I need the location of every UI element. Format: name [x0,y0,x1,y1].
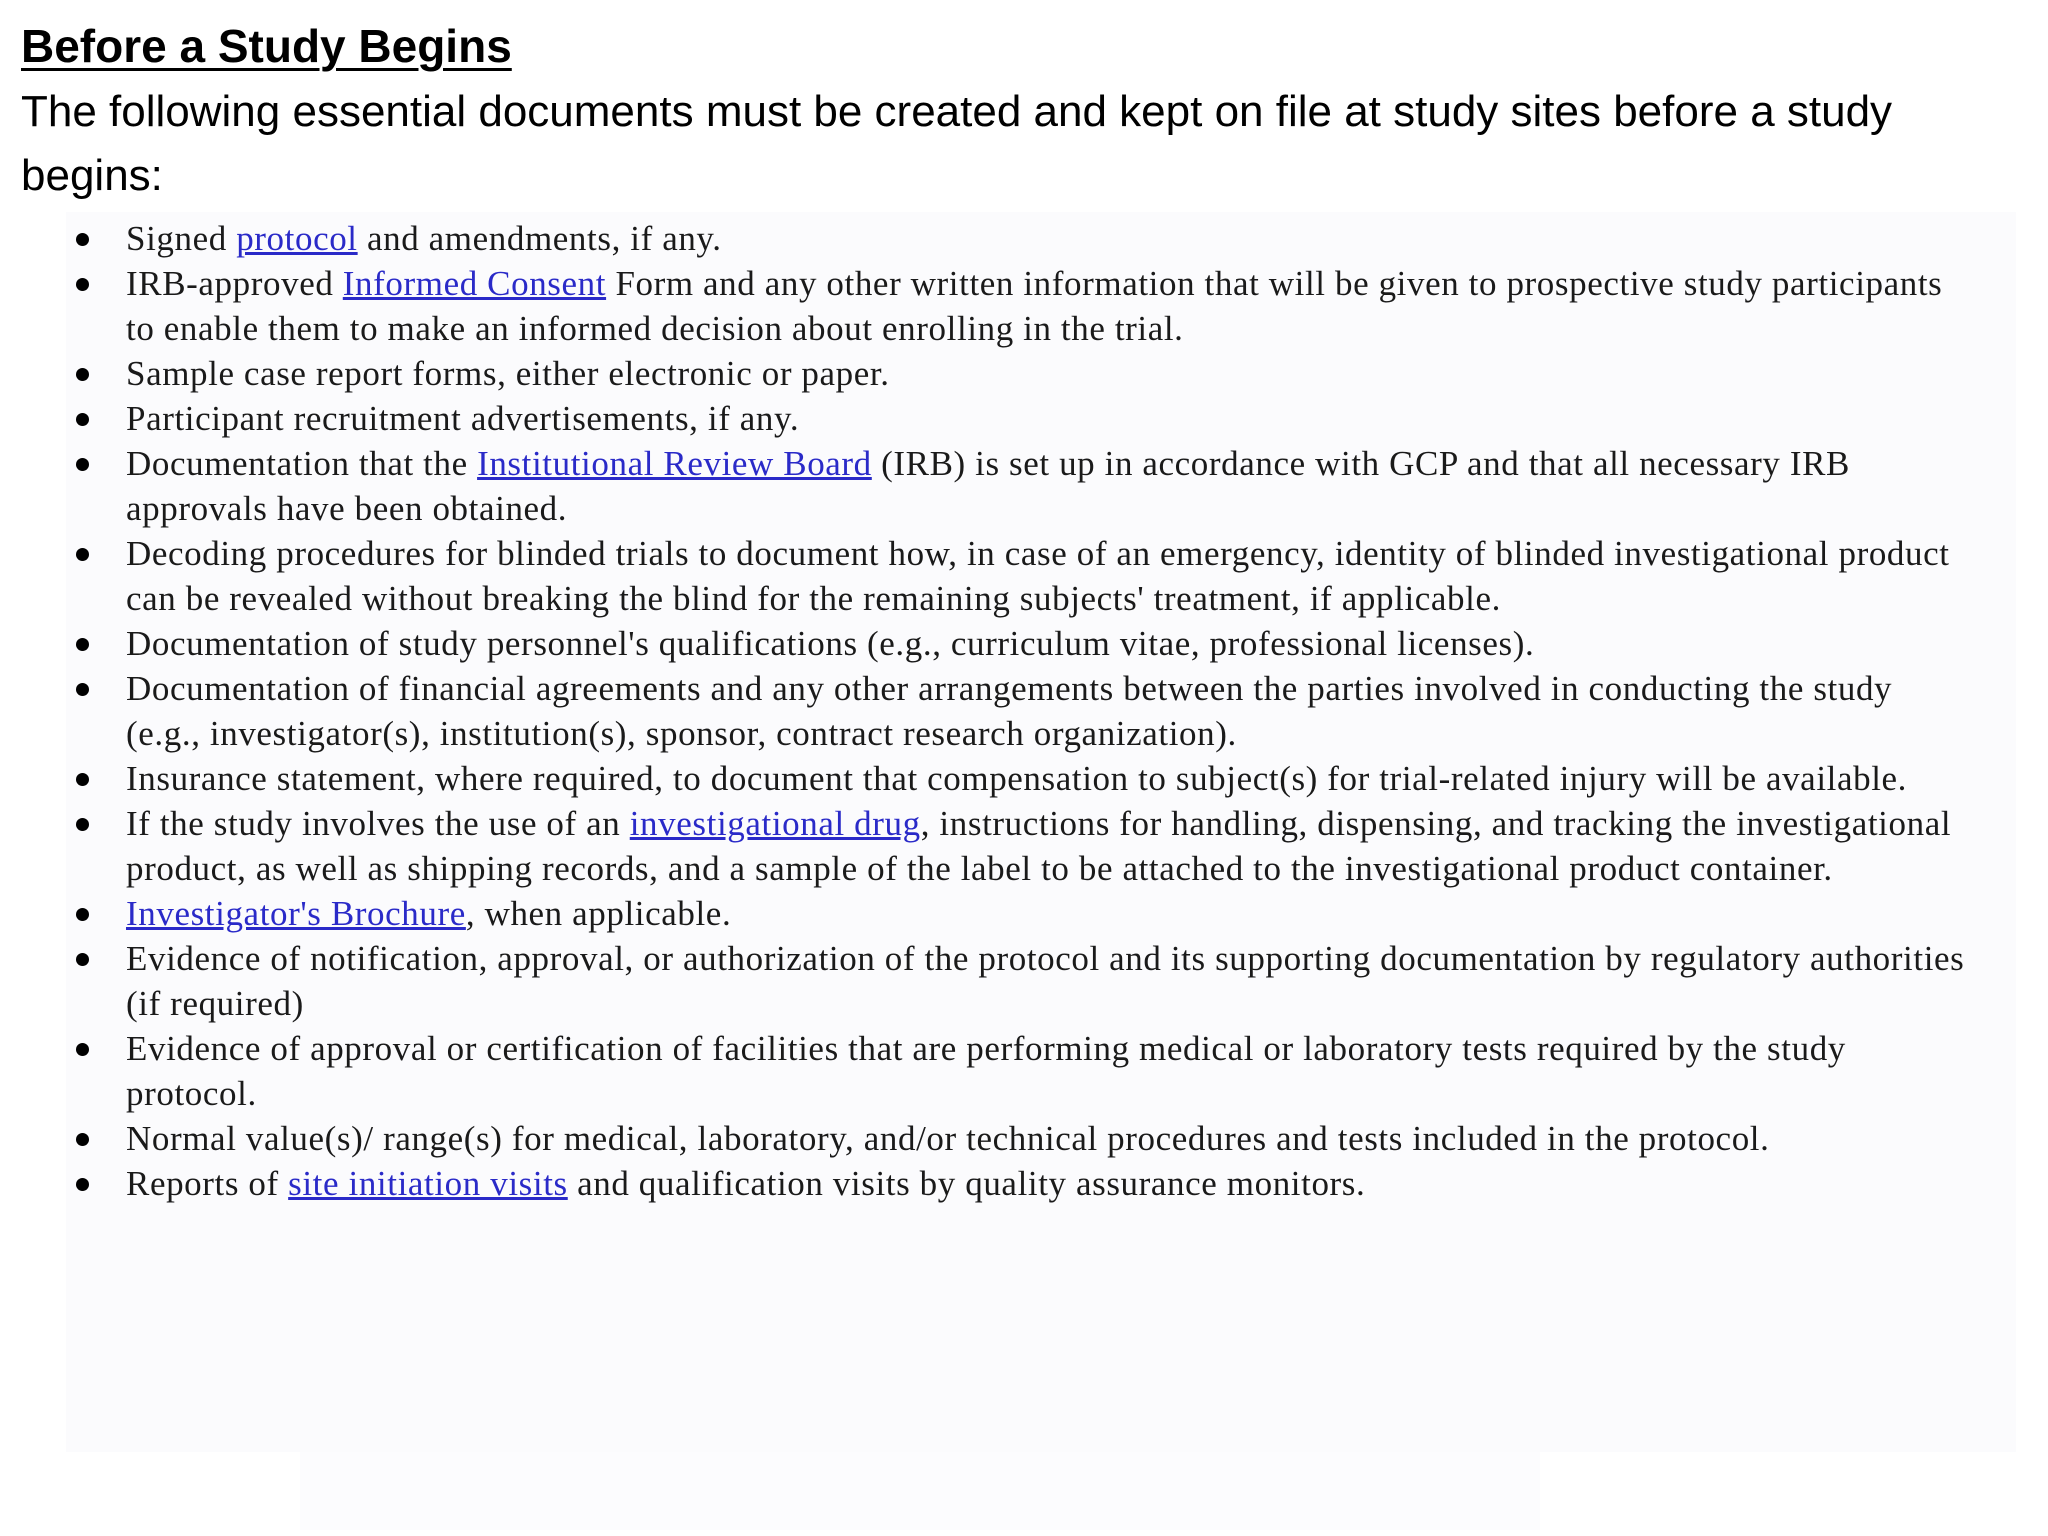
list-item [66,531,1966,621]
item-text: Reports of [126,1164,289,1203]
bullet-icon [76,953,89,966]
investigators-brochure-link[interactable]: Investigator's Brochure [126,894,466,933]
bullet-icon [76,818,89,831]
item-text: If the study involves the use of an [126,804,630,843]
list-item [66,936,1966,1026]
bullet-icon [76,413,89,426]
list-item [66,396,1966,441]
bullet-icon [76,458,89,471]
essential-documents-list [66,216,1966,1206]
bullet-icon [76,278,89,291]
bullet-icon [76,368,89,381]
item-text: Decoding procedures for blinded trials to document how, in case of an emergency, identity of blinded investigational product can be revealed without breaking the blind for the remaining subjects' treatment, if applicable. [126,534,1950,618]
bullet-icon [76,683,89,696]
intro-text: The following essential documents must be created and kept on file at study sites before a study begins: [21,87,1893,200]
document-image-background [300,1440,1540,1530]
list-item [66,351,1966,396]
item-text: , instructions for handling, dispensing, and tracking the investigational product, as well as shipping records, and a sample of the label to be attached to the investigational product container. [126,804,1952,888]
document-image [66,212,2016,1452]
list-item [66,756,1966,801]
item-text: and amendments, if any. [357,219,722,258]
item-text: Sample case report forms, either electronic or paper. [126,354,890,393]
item-text: Evidence of notification, approval, or authorization of the protocol and its supporting documentation by regulatory authorities (if required) [126,939,1965,1023]
site-initiation-visits-link[interactable]: site initiation visits [288,1164,568,1203]
list-item [66,1026,1966,1116]
bullet-icon [76,773,89,786]
item-text: IRB-approved [126,264,343,303]
bullet-icon [76,233,89,246]
list-item [66,891,1966,936]
informed-consent-link[interactable]: Informed Consent [342,264,607,303]
list-item [66,261,1966,351]
item-text: Documentation of financial agreements and any other arrangements between the parties involved in conducting the study (e.g., investigator(s), institution(s), sponsor, contract research organization). [126,669,1893,753]
bullet-icon [76,638,89,651]
list-item [66,666,1966,756]
item-text: Documentation of study personnel's qualifications (e.g., curriculum vitae, professional licenses). [126,624,1535,663]
item-text: Participant recruitment advertisements, if any. [126,399,800,438]
bullet-icon [76,1133,89,1146]
item-text: , when applicable. [465,894,732,933]
bullet-icon [76,908,89,921]
investigational-drug-link[interactable]: investigational drug [629,804,921,843]
item-text: Documentation that the [126,444,478,483]
list-item [66,801,1966,891]
list-item [66,441,1966,531]
protocol-link[interactable]: protocol [236,219,358,258]
list-item [66,621,1966,666]
bullet-icon [76,1178,89,1191]
institutional-review-board-link[interactable]: Institutional Review Board [477,444,872,483]
item-text: Signed [126,219,237,258]
item-text: Form and any other written information that will be given to prospective study participants to enable them to make an informed decision about enrolling in the trial. [126,264,1943,348]
list-item [66,216,1966,261]
bullet-icon [76,548,89,561]
bullet-icon [76,1043,89,1056]
list-item [66,1161,1966,1206]
item-text: (IRB) is set up in accordance with GCP and that all necessary IRB approvals have been obtained. [126,444,1851,528]
list-item [66,1116,1966,1161]
item-text: Normal value(s)/ range(s) for medical, laboratory, and/or technical procedures and tests included in the protocol. [126,1119,1770,1158]
item-text: Insurance statement, where required, to document that compensation to subject(s) for trial-related injury will be available. [126,759,1908,798]
item-text: and qualification visits by quality assurance monitors. [567,1164,1366,1203]
item-text: Evidence of approval or certification of facilities that are performing medical or laboratory tests required by the study protocol. [126,1029,1846,1113]
page-title: Before a Study Begins [21,20,512,72]
